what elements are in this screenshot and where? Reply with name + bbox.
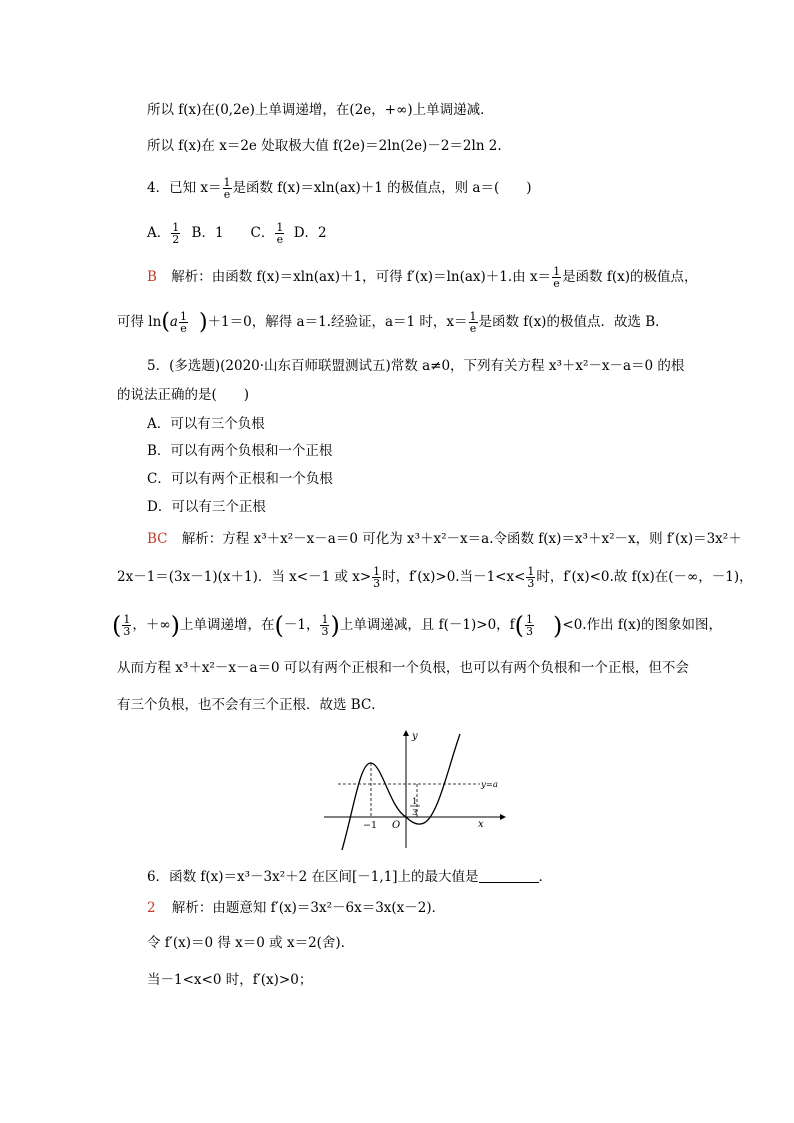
q4-text-post: 是函数 f(x)＝xln(ax)＋1 的极值点，则 a＝( ) <box>232 180 532 196</box>
question-5-line-1: 5．(多选题)(2020·山东百师联盟测试五)常数 a≠0，下列有关方程 x³＋x²－x－a＝0 的根 <box>147 358 685 374</box>
y-axis-arrow <box>403 730 409 736</box>
question-4 <box>147 177 532 200</box>
q6-text: 6．函数 f(x)＝x³－3x²＋2 在区间[－1,1]上的最大值是 <box>147 869 479 885</box>
q5-solution-5: 有三个负根，也不会有三个正根．故选 BC． <box>117 697 385 713</box>
fraction-1-over-e-sol1: $\frac{1}{e}$ <box>553 265 561 290</box>
question-4-options <box>147 222 327 245</box>
q6-solution-3: 当－1<x<0 时，f′(x)>0； <box>147 972 313 988</box>
cubic-curve <box>342 734 460 850</box>
q5-sol2-mid: 时，f′(x)>0.当－1<x< <box>382 569 526 585</box>
q5-sol1-text: 解析：方程 x³＋x²－x－a＝0 可化为 x³＋x²－x＝a.令函数 f(x)＝x³＋x²－x，则 f′(x)＝3x²＋ <box>181 531 742 547</box>
line-2: 所以 f(x)在 x＝2e 处取极大值 f(2e)＝2ln(2e)－2＝2ln 2. <box>147 138 502 154</box>
q6-sol1-text: 解析：由题意知 f′(x)＝3x²－6x＝3x(x－2)． <box>171 900 446 916</box>
q6-answer: 2 <box>147 900 156 916</box>
q4-answer: B <box>147 269 157 285</box>
q5-solution-1 <box>147 529 742 549</box>
fraction-1-over-3-c: $\frac{1}{3}$ <box>123 613 131 638</box>
fraction-1-over-e: $\frac{1}{e}$ <box>223 176 231 201</box>
function-graph <box>320 728 510 853</box>
question-6: 6．函数 f(x)＝x³－3x²＋2 在区间[－1,1]上的最大值是 ． <box>147 869 553 885</box>
q4-sol2-pre: 可得 ln <box>117 314 162 330</box>
q5-sol3-a: ，＋∞ <box>132 617 171 633</box>
q5-sol3-e: <0.作出 f(x)的图象如图， <box>562 617 723 633</box>
fraction-1-over-3-a: $\frac{1}{3}$ <box>373 565 381 590</box>
q5-option-a: A．可以有三个负根 <box>147 416 265 432</box>
q6-solution-2: 令 f′(x)＝0 得 x＝0 或 x＝2(舍)． <box>147 935 355 951</box>
q4-solution-1 <box>147 266 698 289</box>
question-5-line-2: 的说法正确的是( ) <box>117 387 250 403</box>
fraction-1-over-3-e: $\frac{1}{3}$ <box>526 613 534 638</box>
x-axis-arrow <box>500 814 506 820</box>
q5-solution-2 <box>117 566 753 589</box>
q5-sol2-post: 时，f′(x)<0.故 f(x)在(－∞，－1)， <box>536 569 753 585</box>
fraction-1-over-e-sol2b: $\frac{1}{e}$ <box>469 310 477 335</box>
origin-label: O <box>392 820 401 831</box>
q5-sol3-b: 上单调递增，在 <box>180 617 275 633</box>
q5-answer: BC <box>147 531 168 547</box>
q4-sol2-post: ＋1＝0，解得 a＝1.经验证，a＝1 时，x＝ <box>207 314 468 330</box>
q5-option-c: C．可以有两个正根和一个负根 <box>147 471 333 487</box>
line-y-equals-a-label: y=a <box>481 780 498 790</box>
q4-sol1-pre: 解析：由函数 f(x)＝xln(ax)＋1，可得 f′(x)＝ln(ax)＋1.由 x＝ <box>171 269 552 285</box>
tick-label-neg1: −1 <box>363 820 378 831</box>
q5-sol3-d: 上单调递减，且 f(－1)>0，f <box>339 617 515 633</box>
line-1: 所以 f(x)在(0,2e)上单调递增，在(2e，+∞)上单调递减． <box>147 102 494 118</box>
q4-text-pre: 4．已知 x＝ <box>147 180 222 196</box>
x-axis-label: x <box>478 819 484 830</box>
q5-solution-4: 从而方程 x³＋x²－x－a＝0 可以有两个正根和一个负根，也可以有两个负根和一个正根，但不会 <box>117 660 689 676</box>
fraction-1-over-2: $\frac{1}{2}$ <box>172 221 180 246</box>
q4-sol2-post2: 是函数 f(x)的极值点．故选 B． <box>478 314 669 330</box>
q4-solution-2: 可得 ln(a $\frac{1}{e}$ )＋1＝0，解得 a＝1.经验证，a＝1 时，x＝ $\frac{1}{e}$ 是函数 f(x)的极值点．故选 B． <box>117 309 669 335</box>
tick-label-third-den: 3 <box>412 808 418 818</box>
q5-sol2-pre: 2x－1＝(3x－1)(x＋1)．当 x<－1 或 x> <box>117 569 372 585</box>
fraction-1-over-e-option: $\frac{1}{e}$ <box>276 221 284 246</box>
q4-option-d: D．2 <box>293 225 327 241</box>
answer-blank <box>479 868 539 883</box>
q4-option-a: A． <box>147 225 171 241</box>
q5-sol3-c: －1， <box>283 617 320 633</box>
fraction-1-over-e-sol2: $\frac{1}{e}$ <box>179 310 187 335</box>
tick-label-third-num: 1 <box>412 797 418 807</box>
fraction-1-over-3-d: $\frac{1}{3}$ <box>321 613 329 638</box>
q4-sol1-post: 是函数 f(x)的极值点， <box>562 269 698 285</box>
fraction-1-over-3-b: $\frac{1}{3}$ <box>527 565 535 590</box>
q6-solution-1 <box>147 898 445 918</box>
q5-solution-3: ( $\frac{1}{3}$ ，＋∞)上单调递增，在(－1， $\frac{1}{3}$ )上单调递减，且 f(－1)>0，f( $\frac{1}{3}$ )<0.作出 f(x)的图象如图， <box>112 611 723 640</box>
q5-option-b: B．可以有两个负根和一个正根 <box>147 443 333 459</box>
q5-option-d: D．可以有三个正根 <box>147 499 266 515</box>
q4-option-b-c: B．1 C． <box>191 225 275 241</box>
y-axis-label: y <box>412 731 418 742</box>
